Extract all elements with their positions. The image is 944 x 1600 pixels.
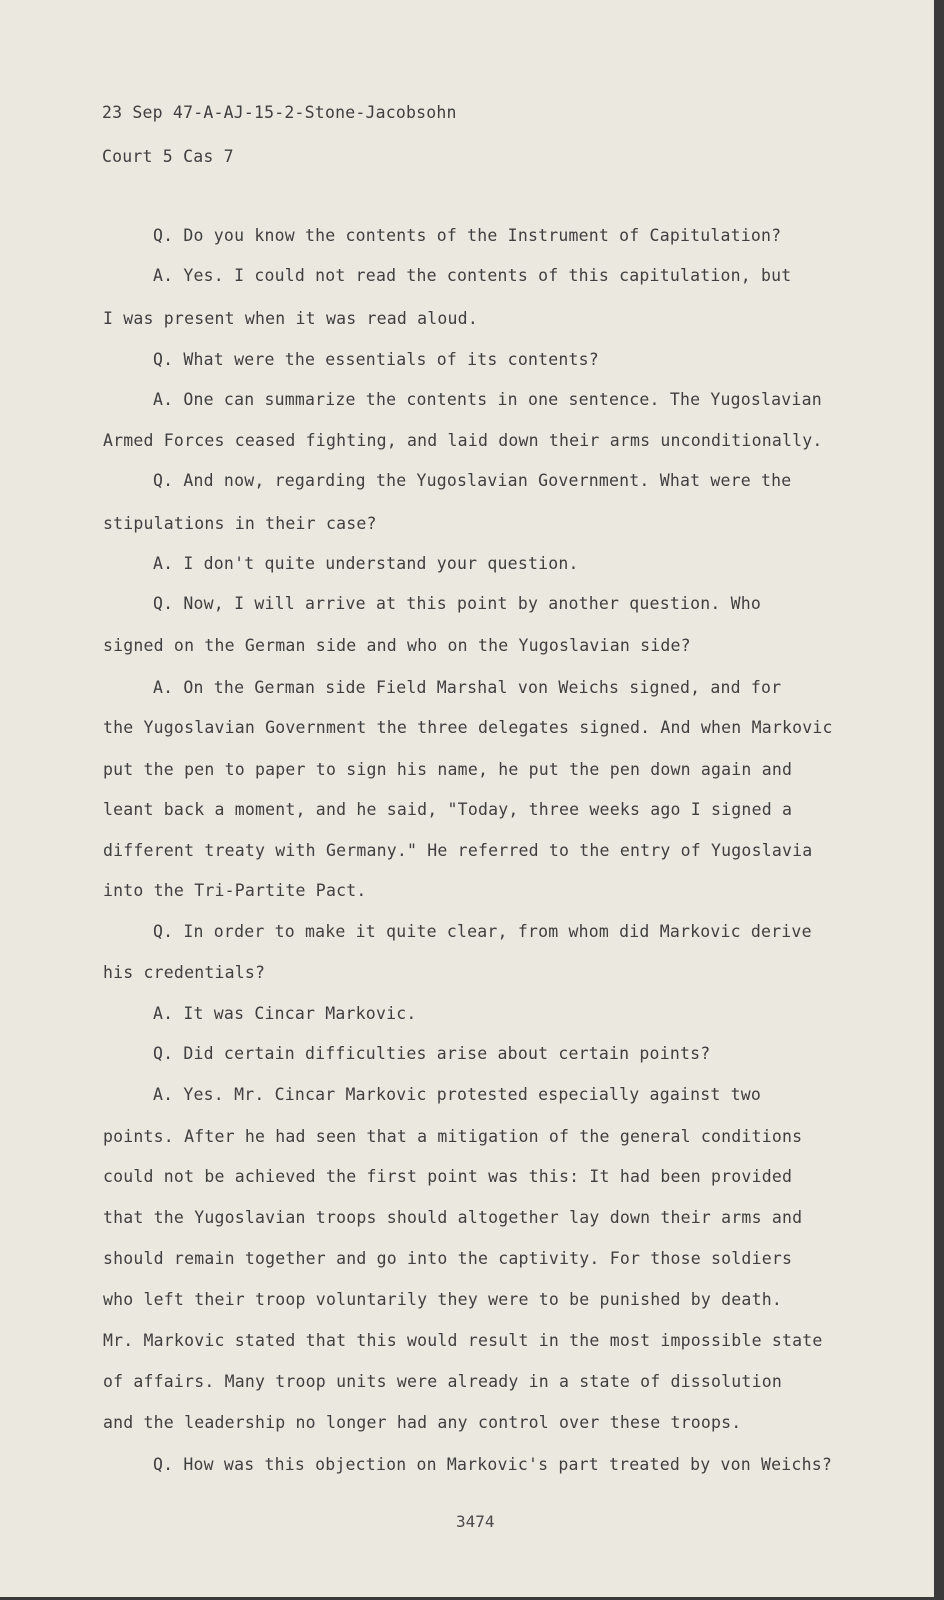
text-line: A. Yes. Mr. Cincar Markovic protested especially against two [153, 1085, 762, 1104]
text-line: into the Tri-Partite Pact. [103, 881, 367, 900]
page-number: 3474 [456, 1512, 495, 1531]
text-line: Q. Do you know the contents of the Instrument of Capitulation? [153, 226, 782, 245]
scan-edge-right [934, 0, 944, 1600]
text-line: A. Yes. I could not read the contents of this capitulation, but [153, 266, 792, 285]
text-line: leant back a moment, and he said, "Today, three weeks ago I signed a [103, 800, 793, 819]
text-line: the Yugoslavian Government the three delegates signed. And when Markovic [103, 718, 833, 737]
text-line: Armed Forces ceased fighting, and laid down their arms unconditionally. [103, 431, 823, 450]
text-line: could not be achieved the first point was this: It had been provided [103, 1167, 793, 1186]
text-line: different treaty with Germany." He referred to the entry of Yugoslavia [103, 841, 813, 860]
text-line: that the Yugoslavian troops should altogether lay down their arms and [103, 1208, 803, 1227]
text-line: A. It was Cincar Markovic. [153, 1004, 417, 1023]
text-line: and the leadership no longer had any control over these troops. [103, 1413, 742, 1432]
text-line: I was present when it was read aloud. [103, 309, 478, 328]
text-line: points. After he had seen that a mitigation of the general conditions [103, 1127, 803, 1146]
text-line: Q. And now, regarding the Yugoslavian Government. What were the [153, 471, 792, 490]
text-line: Q. Now, I will arrive at this point by another question. Who [153, 594, 762, 613]
document-reference: 23 Sep 47-A-AJ-15-2-Stone-Jacobsohn [102, 103, 457, 122]
court-case-line: Court 5 Cas 7 [102, 147, 234, 166]
text-line: stipulations in their case? [103, 514, 377, 533]
text-line: put the pen to paper to sign his name, he put the pen down again and [103, 760, 793, 779]
text-line: A. One can summarize the contents in one sentence. The Yugoslavian [153, 390, 822, 409]
text-line: who left their troop voluntarily they were to be punished by death. [103, 1290, 782, 1309]
text-line: Mr. Markovic stated that this would result in the most impossible state [103, 1331, 823, 1350]
text-line: Q. How was this objection on Markovic's part treated by von Weichs? [153, 1455, 832, 1474]
text-line: signed on the German side and who on the Yugoslavian side? [103, 636, 691, 655]
text-line: Q. Did certain difficulties arise about certain points? [153, 1044, 711, 1063]
text-line: of affairs. Many troop units were already in a state of dissolution [103, 1372, 782, 1391]
text-line: his credentials? [103, 963, 266, 982]
text-line: Q. What were the essentials of its contents? [153, 350, 599, 369]
text-line: A. I don't quite understand your question. [153, 554, 579, 573]
text-line: should remain together and go into the captivity. For those soldiers [103, 1249, 793, 1268]
text-line: Q. In order to make it quite clear, from whom did Markovic derive [153, 922, 812, 941]
text-line: A. On the German side Field Marshal von Weichs signed, and for [153, 678, 782, 697]
